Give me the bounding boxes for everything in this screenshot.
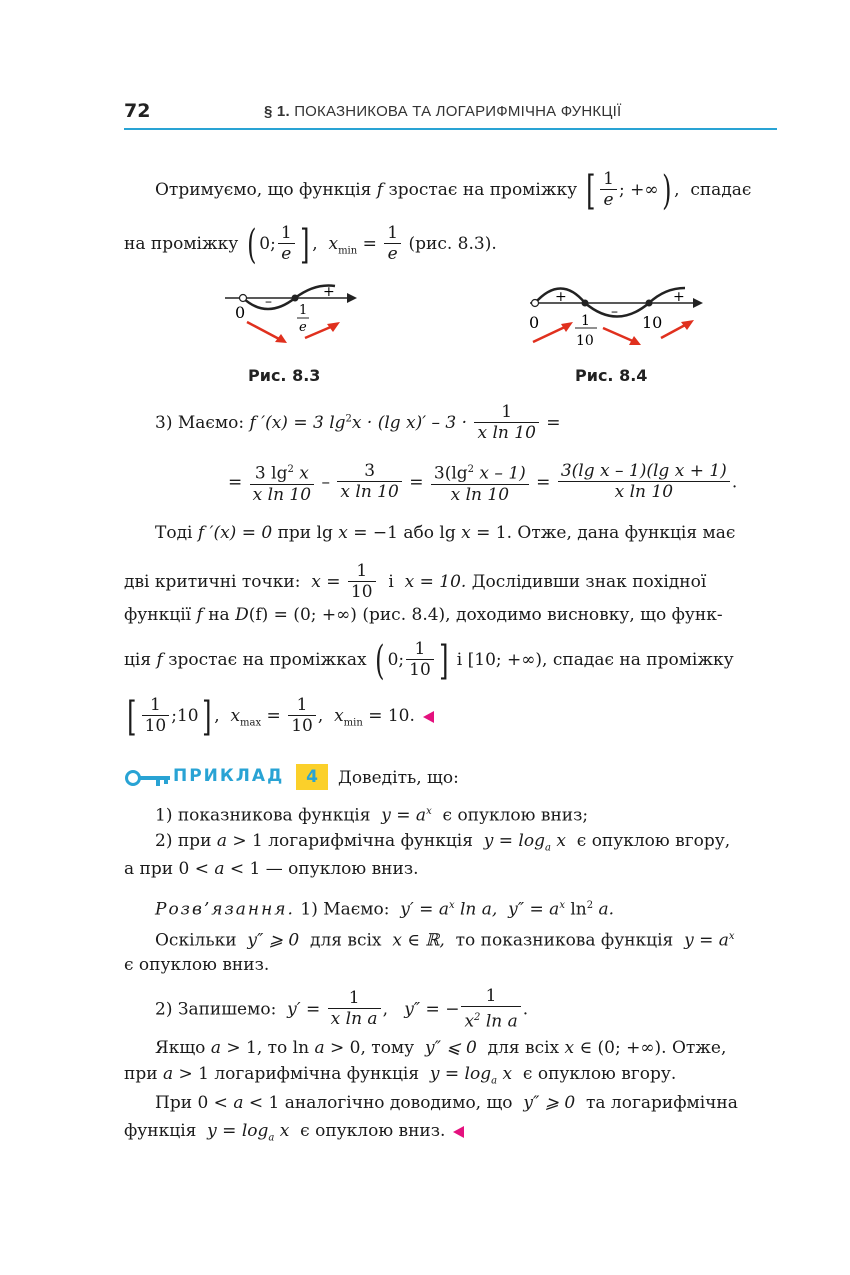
text-line: функція $y = \log_a x$ є опуклою вниз.	[124, 1120, 464, 1149]
text-line: ція f зростає на проміжках ( 0; $\frac{1}{10}$ ] і [10; +∞), спадає на проміжку	[124, 637, 734, 684]
svg-text:–: –	[265, 294, 272, 310]
page-number: 72	[124, 100, 151, 122]
svg-text:e: e	[299, 320, 307, 335]
end-marker-icon	[423, 711, 434, 723]
figure-8-4	[525, 278, 705, 353]
text-line: дві критичні точки: x = $\frac{1}{10}$ і x = 10. Дослідивши знак похідної	[124, 561, 707, 602]
text-line: на проміжку ( 0; $\frac{1}{e}$ ] , $x_{min}$ = $\frac{1}{e}$ (рис. 8.3).	[124, 221, 497, 268]
text-line: 3) Маємо: f ′(x) = 3 $\lg^2x \cdot (\lg$ x)′ – 3 · $\frac{1}{\text{x ln 10}}$ =	[155, 402, 561, 443]
text-line: функції f на D(f) = (0; +∞) (рис. 8.4), доходимо висновку, що функ-	[124, 605, 723, 625]
text-line: 2) Запишемо: y′ = $\frac{1}{\text{x ln a}}$ , y″ = − $\frac{1}{x^2 \ln a}$ .	[155, 986, 529, 1032]
figure-caption: Рис. 8.3	[248, 366, 321, 385]
text-line: [ $\frac{1}{10}$ ;10] , $x_{max}$ = $\frac{1}{10}$ , $x_{min} = 10$.	[124, 696, 434, 737]
svg-text:10: 10	[576, 333, 594, 349]
text-line: При 0 < a < 1 аналогічно доводимо, що y″ ⩾ 0 та логарифмічна	[155, 1093, 738, 1113]
section-mark: § 1.	[264, 103, 290, 120]
text-line: Отримуємо, що функція f зростає на проміжку [ $\frac{1}{e}$ ; +∞) , спадає	[155, 167, 752, 214]
key-icon	[124, 768, 172, 788]
end-marker-icon	[453, 1126, 464, 1138]
example-label: ПРИКЛАД	[173, 766, 285, 786]
text-line: Розв’язання. 1) Маємо: $y' = a^x$ ln a, $y'' = a^x$ $\ln^2 a$.	[155, 899, 615, 920]
figure-8-3	[215, 278, 365, 348]
example-number-badge: 4	[296, 764, 328, 790]
svg-text:10: 10	[642, 313, 663, 332]
svg-text:1: 1	[581, 313, 590, 329]
text-line: 1) показникова функція $y = a^x$ є опуклою вниз;	[155, 805, 589, 826]
svg-text:0: 0	[529, 313, 540, 332]
figure-caption: Рис. 8.4	[575, 366, 648, 385]
svg-text:1: 1	[299, 303, 308, 318]
header-rule	[124, 128, 777, 130]
text-line: Оскільки y″ ⩾ 0 для всіх x ∈ ℝ, то показникова функція $y = a^x$	[155, 930, 735, 951]
svg-text:0: 0	[235, 303, 246, 322]
running-header	[264, 103, 621, 120]
svg-text:–: –	[611, 304, 618, 320]
text-line: при a > 1 логарифмічна функція $y = \log_a x$ є опуклою вгору.	[124, 1064, 677, 1087]
text-line: а при 0 < a < 1 — опуклою вниз.	[124, 859, 419, 879]
text-line: Якщо a > 1, то ln a > 0, тому y″ ⩽ 0 для всіх x ∈ (0; +∞). Отже,	[155, 1038, 727, 1058]
text-line: 2) при a > 1 логарифмічна функція $y = \log_a x$ є опуклою вгору,	[155, 831, 731, 854]
chapter-title: ПОКАЗНИКОВА ТА ЛОГАРИФМІЧНА ФУНКЦІЇ	[294, 103, 622, 120]
example-intro: Доведіть, що:	[338, 768, 459, 788]
text-line: є опуклою вниз.	[124, 955, 270, 975]
text-line: = $\frac{3 \lg^2 x}{\text{x ln 10}}$ – $\frac{3}{\text{x ln 10}}$ = $\frac{3(\lg^2 x - 1)}{\text{x ln 10}}$ = $\frac{\text{3(lg x – 1)(lg x + 1)}}{\text{x ln 10}}$ .	[228, 461, 738, 505]
svg-text:+: +	[323, 284, 335, 300]
text-line: Тоді f ′(x) = 0 при lg x = −1 або lg x = 1. Отже, дана функція має	[155, 523, 736, 543]
svg-text:+: +	[673, 289, 685, 305]
svg-text:+: +	[555, 289, 567, 305]
